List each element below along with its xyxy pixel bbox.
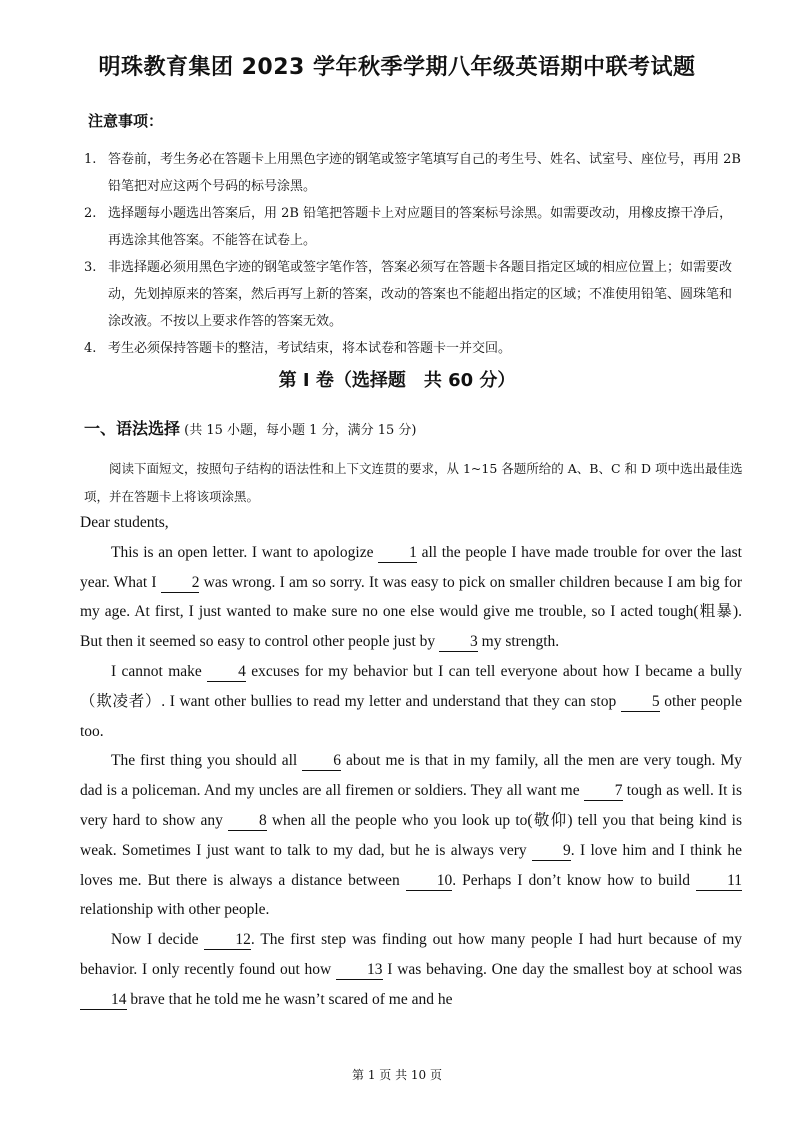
passage-paragraph-3 bbox=[80, 746, 742, 925]
passage-greeting: Dear students, bbox=[80, 514, 169, 531]
notice-number: 1. bbox=[84, 152, 97, 167]
passage-text: . I love him and I think he loves me. But there is always a distance between bbox=[80, 841, 742, 889]
notice-item bbox=[84, 146, 744, 200]
passage-text: . The first step was finding out how many people I had hurt because of my behavior. I only recently found out how bbox=[80, 931, 742, 978]
passage-paragraph-2 bbox=[80, 657, 742, 746]
blank-9: 9 bbox=[532, 842, 571, 861]
blank-7: 7 bbox=[584, 782, 623, 801]
passage-text: The first thing you should all bbox=[111, 752, 303, 770]
blank-6: 6 bbox=[302, 752, 341, 771]
blank-5: 5 bbox=[621, 693, 660, 712]
blank-14: 14 bbox=[80, 991, 127, 1010]
blank-4: 4 bbox=[207, 663, 246, 682]
part-heading bbox=[84, 416, 416, 439]
passage-text: relationship with other people. bbox=[80, 901, 270, 919]
notice-text: 答卷前，考生务必在答题卡上用黑色字迹的钢笔或签字笔填写自己的考生号、姓名、试室号、座位号，再用 2B 铅笔把对应这两个号码的标号涂黑。 bbox=[108, 152, 741, 194]
passage-paragraph-1 bbox=[80, 538, 742, 657]
passage-text: all the people I have made trouble for over the last year. What I bbox=[80, 543, 742, 591]
notice-number: 3. bbox=[84, 260, 97, 275]
instructions: 阅读下面短文，按照句子结构的语法性和上下文连贯的要求，从 1~15 各题所给的 A、B、C 和 D 项中选出最佳选项，并在答题卡上将该项涂黑。 bbox=[84, 461, 743, 504]
blank-2: 2 bbox=[161, 574, 200, 593]
blank-11: 11 bbox=[696, 872, 742, 891]
blank-8: 8 bbox=[228, 812, 267, 831]
blank-13: 13 bbox=[336, 961, 383, 980]
exam-title: 明珠教育集团 2023 学年秋季学期八年级英语期中联考试题 bbox=[98, 55, 696, 80]
blank-3: 3 bbox=[439, 633, 478, 652]
passage-text: brave that he told me he wasn’t scared of me and he bbox=[126, 990, 453, 1008]
part-subtitle: (共 15 小题，每小题 1 分，满分 15 分) bbox=[184, 423, 417, 438]
notice-item bbox=[84, 254, 744, 335]
passage bbox=[80, 508, 742, 1015]
passage-text: This is an open letter. I want to apologize bbox=[111, 543, 379, 561]
passage-text: . Perhaps I don’t know how to build bbox=[452, 871, 697, 889]
notice-item bbox=[84, 200, 744, 254]
passage-text: my strength. bbox=[477, 633, 560, 651]
passage-text: tough as well. It is very hard to show any bbox=[80, 782, 742, 829]
blank-12: 12 bbox=[204, 931, 251, 950]
blank-10: 10 bbox=[406, 872, 453, 891]
notice-text: 考生必须保持答题卡的整洁，考试结束，将本试卷和答题卡一并交回。 bbox=[108, 341, 512, 356]
passage-text: excuses for my behavior but I can tell everyone about how I became a bully（欺凌者）. I want other bullies to read my letter and understand that they can stop bbox=[80, 662, 742, 710]
passage-text: when all the people who you look up to(敬仰) tell you that being kind is weak. Sometimes I just want to talk to my dad, but he is always very bbox=[80, 811, 742, 859]
blank-1: 1 bbox=[378, 544, 417, 563]
passage-text: other people too. bbox=[80, 692, 742, 740]
notice-heading: 注意事项： bbox=[88, 112, 164, 130]
notice-number: 2. bbox=[84, 206, 97, 221]
notice-list bbox=[84, 146, 744, 362]
notice-item bbox=[84, 335, 744, 362]
section-title: 第 I 卷（选择题 共 60 分） bbox=[278, 370, 516, 391]
passage-text: I was behaving. One day the smallest boy at school was bbox=[382, 960, 743, 978]
page-footer: 第 1 页 共 10 页 bbox=[352, 1068, 442, 1082]
notice-text: 非选择题必须用黑色字迹的钢笔或签字笔作答，答案必须写在答题卡各题目指定区域的相应位置上；如需要改动，先划掉原来的答案，然后再写上新的答案，改动的答案也不能超出指定的区域；不准使用铅笔、圆珠笔和涂改液。不按以上要求作答的答案无效。 bbox=[108, 260, 733, 329]
passage-text: I cannot make bbox=[111, 662, 208, 680]
passage-text: was wrong. I am so sorry. It was easy to pick on smaller children because I am big for my age. At first, I just wanted to make sure no one else would give me trouble, so I acted tough(粗暴). But then it seemed so easy to control other people just by bbox=[80, 573, 742, 651]
passage-paragraph-4 bbox=[80, 925, 742, 1014]
notice-text: 选择题每小题选出答案后，用 2B 铅笔把答题卡上对应题目的答案标号涂黑。如需要改动，用橡皮擦干净后，再选涂其他答案。不能答在试卷上。 bbox=[108, 206, 733, 248]
passage-text: about me is that in my family, all the men are very tough. My dad is a policeman. And my uncles are all firemen or soldiers. They all want me bbox=[80, 752, 742, 800]
part-title: 一、语法选择 bbox=[84, 419, 181, 438]
passage-text: Now I decide bbox=[111, 931, 205, 949]
notice-number: 4. bbox=[84, 341, 97, 356]
